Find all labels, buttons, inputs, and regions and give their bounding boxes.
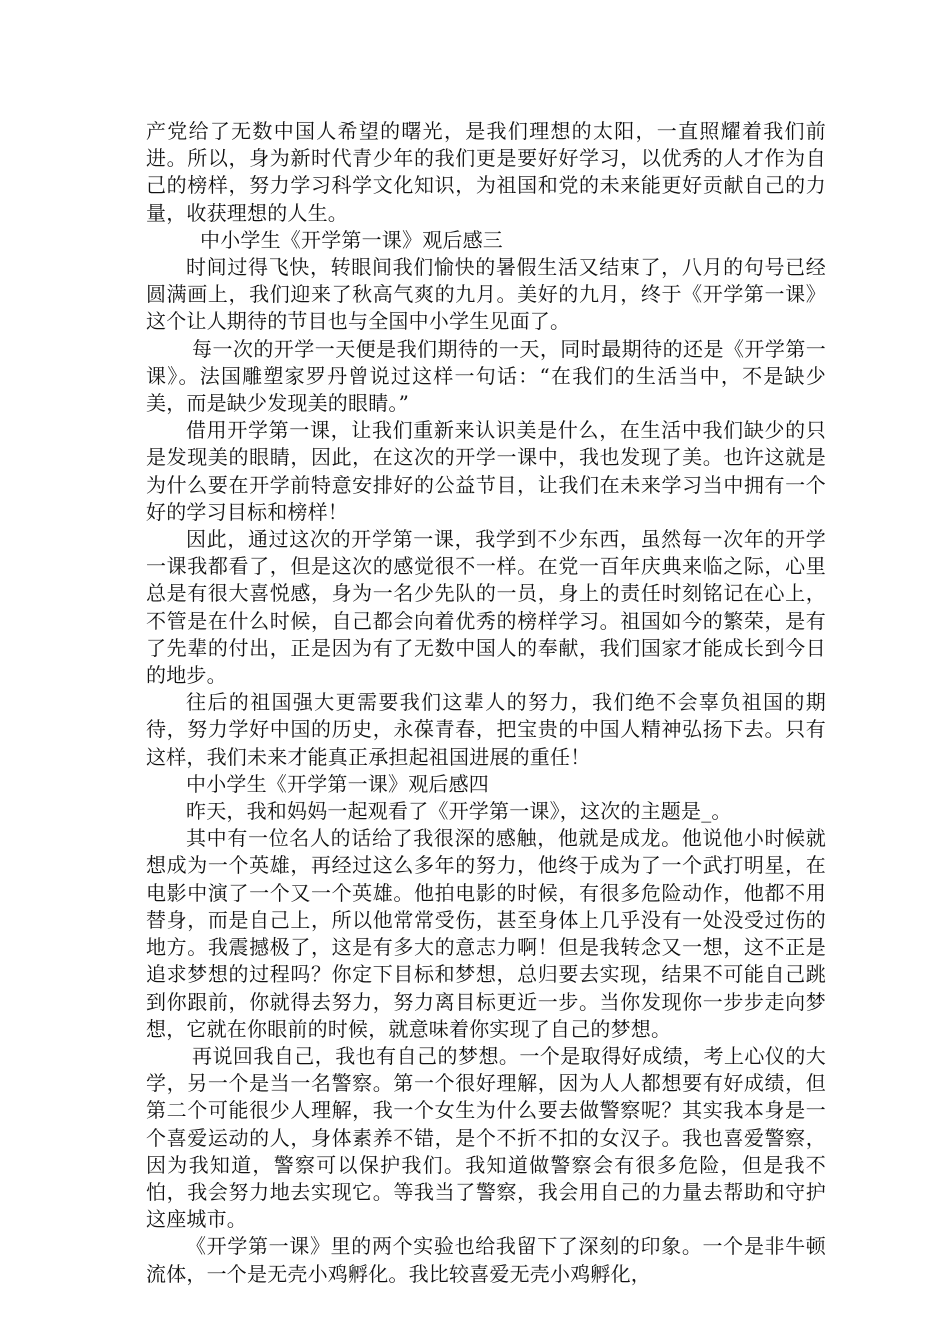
paragraph: 因此，通过这次的开学第一课，我学到不少东西，虽然每一次年的开学一课我都看了，但是这次的感觉很不一样。在党一百年庆典来临之际，心里总是有很大喜悦感，身为一名少先队的一员，身上的责任时刻铭记在心上，不管是在什么时候，自己都会向着优秀的榜样学习。祖国如今的繁荣，是有了先辈的付出，正是因为有了无数中国人的奉献，我们国家才能成长到今日的地步。: [146, 527, 826, 688]
paragraph: 借用开学第一课，让我们重新来认识美是什么，在生活中我们缺少的只是发现美的眼睛，因此，在这次的开学一课中，我也发现了美。也许这就是为什么要在开学前特意安排好的公益节目，让我们在未来学习当中拥有一个好的学习目标和榜样！: [146, 418, 826, 524]
section-heading: 中小学生《开学第一课》观后感三: [200, 227, 503, 252]
paragraph: 产党给了无数中国人希望的曙光，是我们理想的太阳，一直照耀着我们前进。所以，身为新时代青少年的我们更是要好好学习，以优秀的人才作为自己的榜样，努力学习科学文化知识，为祖国和党的未来能更好贡献自己的力量，收获理想的人生。: [146, 119, 826, 225]
paragraph: 再说回我自己，我也有自己的梦想。一个是取得好成绩，考上心仪的大学，另一个是当一名警察。第一个很好理解，因为人人都想要有好成绩，但第二个可能很少人理解，我一个女生为什么要去做警察呢？其实我本身是一个喜爱运动的人，身体素养不错，是个不折不扣的女汉子。我也喜爱警察，因为我知道，警察可以保护我们。我知道做警察会有很多危险，但是我不怕，我会努力地去实现它。等我当了警察，我会用自己的力量去帮助和守护这座城市。: [146, 1043, 826, 1232]
section-heading: 中小学生《开学第一课》观后感四: [186, 771, 489, 796]
paragraph: 昨天，我和妈妈一起观看了《开学第一课》，这次的主题是_。: [186, 799, 732, 824]
paragraph: 往后的祖国强大更需要我们这辈人的努力，我们绝不会辜负祖国的期待，努力学好中国的历史，永葆青春，把宝贵的中国人精神弘扬下去。只有这样，我们未来才能真正承担起祖国进展的重任！: [146, 690, 826, 769]
paragraph: 《开学第一课》里的两个实验也给我留下了深刻的印象。一个是非牛顿流体，一个是无壳小鸡孵化。我比较喜爱无壳小鸡孵化，: [146, 1234, 826, 1286]
paragraph: 其中有一位名人的话给了我很深的感触，他就是成龙。他说他小时候就想成为一个英雄，再经过这么多年的努力，他终于成为了一个武打明星，在电影中演了一个又一个英雄。他拍电影的时候，有很多危险动作，他都不用替身，而是自己上，所以他常常受伤，甚至身体上几乎没有一处没受过伤的地方。我震撼极了，这是有多大的意志力啊！但是我转念又一想，这不正是追求梦想的过程吗？你定下目标和梦想，总归要去实现，结果不可能自己跳到你跟前，你就得去努力，努力离目标更近一步。当你发现你一步步走向梦想，它就在你眼前的时候，就意味着你实现了自己的梦想。: [146, 826, 826, 1041]
paragraph: 时间过得飞快，转眼间我们愉快的暑假生活又结束了，八月的句号已经圆满画上，我们迎来了秋高气爽的九月。美好的九月，终于《开学第一课》这个让人期待的节目也与全国中小学生见面了。: [146, 255, 826, 334]
document-page: [146, 118, 826, 1288]
paragraph: 每一次的开学一天便是我们期待的一天，同时最期待的还是《开学第一课》。法国雕塑家罗丹曾说过这样一句话：“在我们的生活当中，不是缺少美，而是缺少发现美的眼睛。”: [146, 336, 826, 416]
